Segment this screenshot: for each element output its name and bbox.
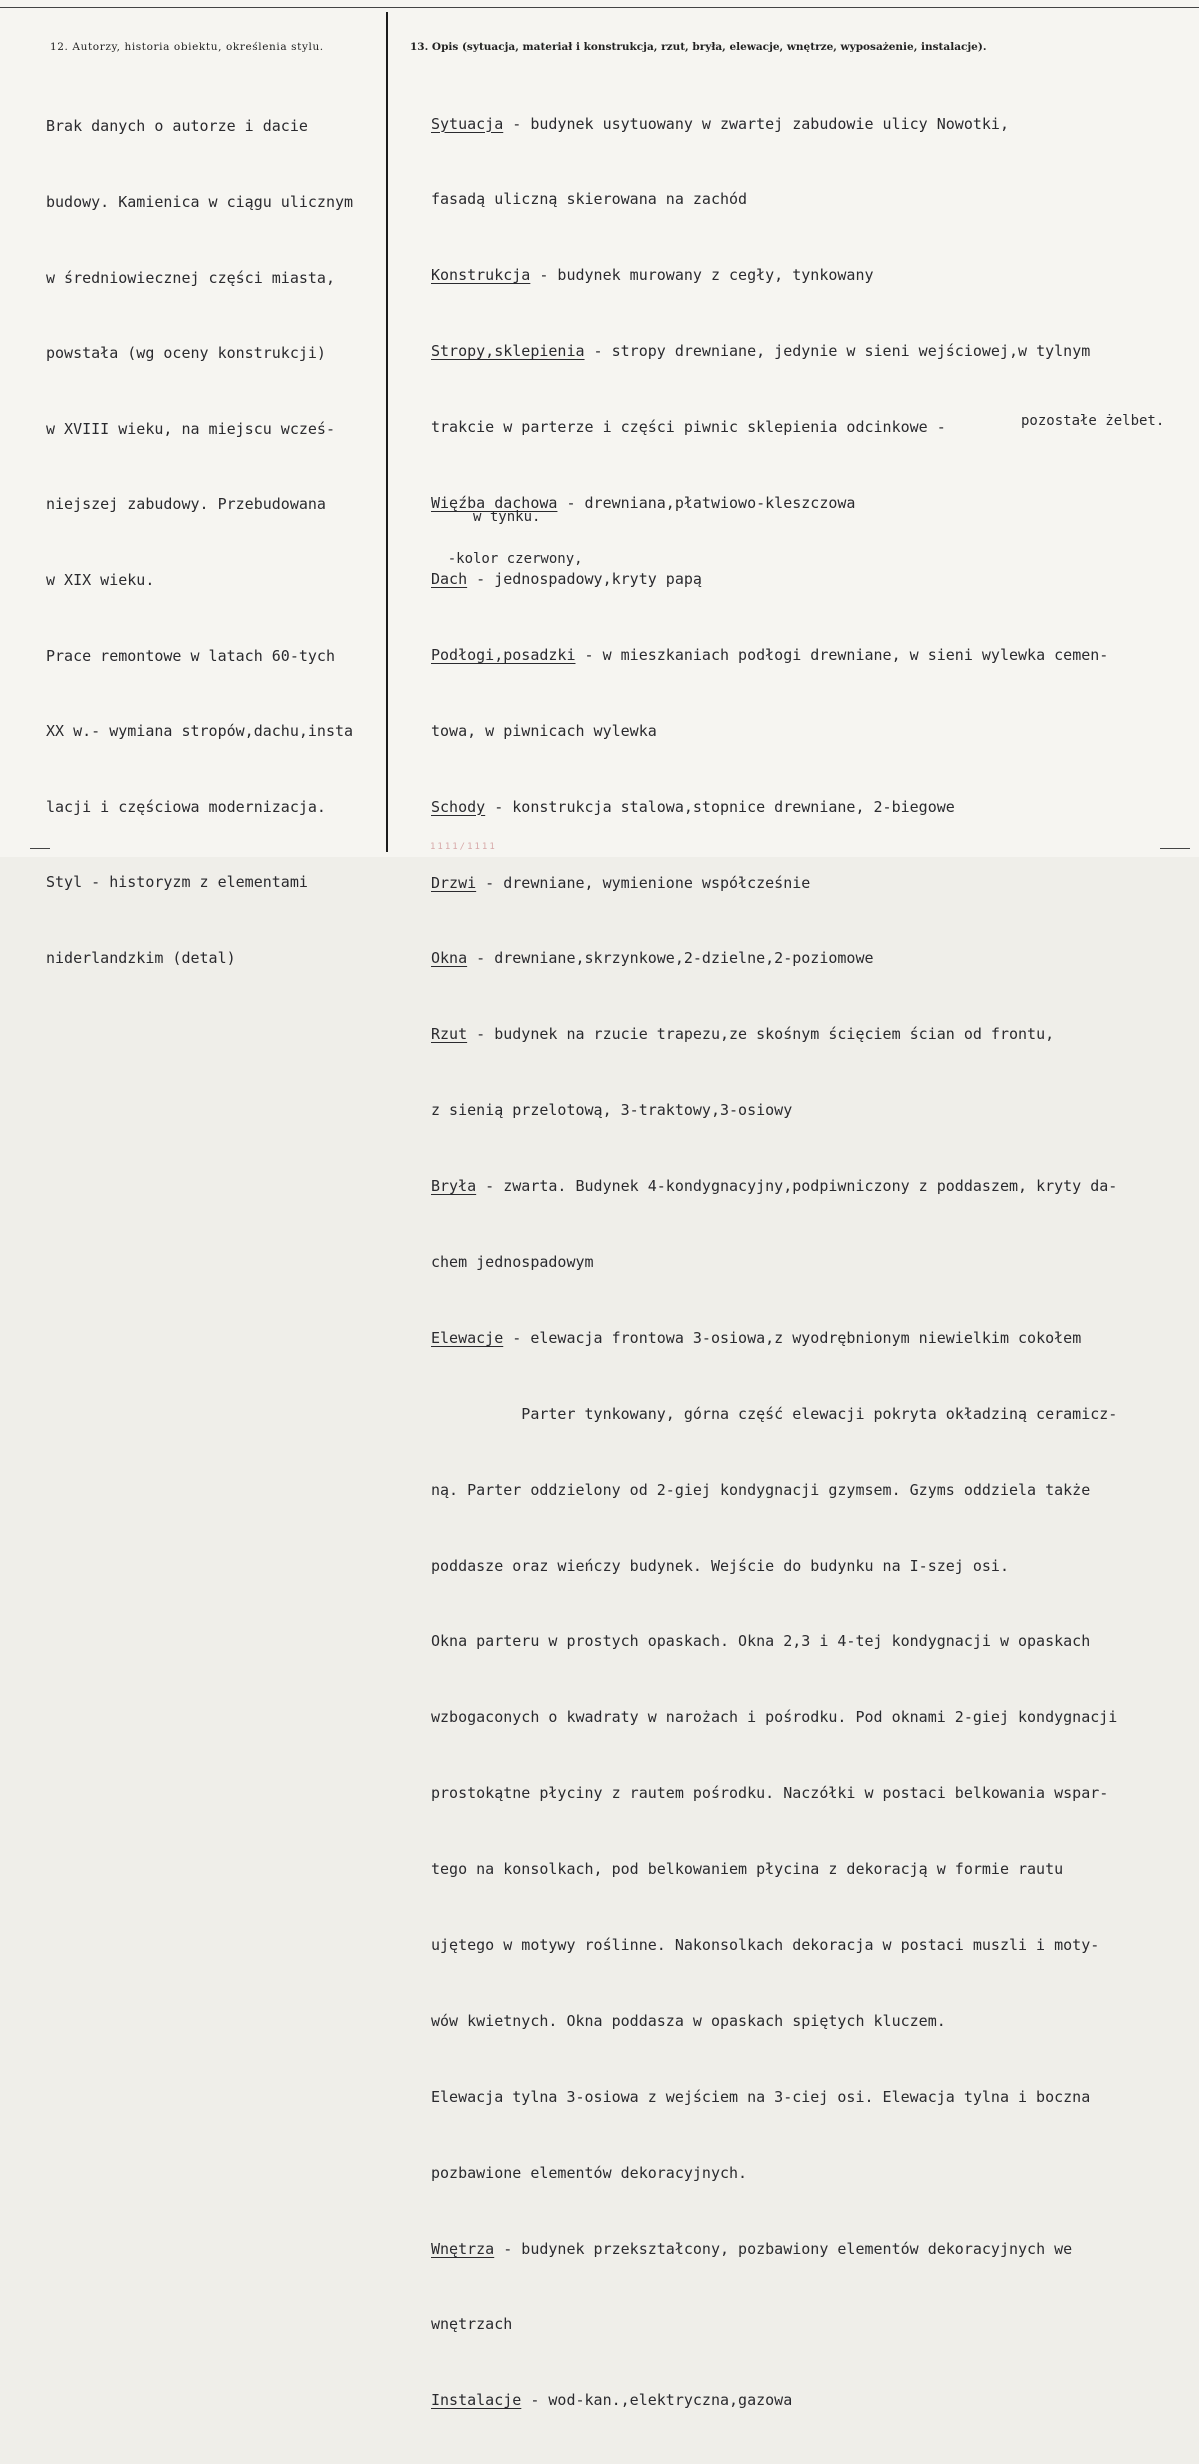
text-line: Styl - historyzm z elementami [46, 873, 308, 892]
drzwi-line [431, 871, 1117, 896]
text-segment: - budynek murowany z cegły, tynkowany [530, 266, 874, 285]
schody-line [431, 795, 1117, 820]
text-line: Brak danych o autorze i dacie [46, 117, 308, 136]
keyword-dach: Dach [431, 569, 468, 588]
text-segment: - konstrukcja stalowa,stopnice drewniane, 2-biegowe [485, 797, 955, 816]
faint-stamp: 1111/1111 [430, 842, 497, 852]
text-line: XX w.- wymiana stropów,dachu,insta [46, 722, 354, 741]
text-line: wzbogaconych o kwadraty w narożach i pośrodku. Pod oknami 2-giej kondygnacji [431, 1708, 1118, 1727]
typed-insert-overlay [414, 496, 583, 580]
konstrukcja-line [431, 263, 1117, 288]
text-segment: - budynek przekształcony, pozbawiony elementów dekoracyjnych we [494, 2239, 1073, 2258]
overlay-line: w tynku. [447, 509, 541, 525]
keyword-bryla: Bryła [431, 1177, 477, 1196]
text-segment: - drewniana,płatwiowo-kleszczowa [557, 494, 856, 513]
text-line: w XVIII wieku, na miejscu wcześ- [46, 419, 335, 438]
sytuacja-line [431, 112, 1117, 137]
section-12-text [46, 64, 353, 1022]
text-line: niejszej zabudowy. Przebudowana [46, 495, 326, 514]
text-segment: - drewniane, wymienione współcześnie [476, 873, 811, 892]
keyword-wnetrza: Wnętrza [431, 2239, 495, 2258]
text-line: wnętrzach [431, 2315, 513, 2334]
stropy-line [431, 339, 1117, 364]
keyword-rzut: Rzut [431, 1025, 468, 1044]
text-line: tego na konsolkach, pod belkowaniem płycina z dekoracją w formie rautu [431, 1860, 1064, 1879]
elewacje-line [431, 1326, 1117, 1351]
text-line: niderlandzkim (detal) [46, 948, 236, 967]
text-line: pozbawione elementów dekoracyjnych. [431, 2163, 748, 2182]
text-segment: - jednospadowy,kryty papą [467, 569, 702, 588]
text-segment: trakcie w parterze i części piwnic sklepienia odcinkowe - [431, 418, 955, 437]
text-segment: - elewacja frontowa 3-osiowa,z wyodrębnionym niewielkim cokołem [503, 1328, 1082, 1347]
text-segment: - stropy drewniane, jedynie w sieni wejściowej,w tylnym [584, 342, 1091, 361]
text-line: prostokątne płyciny z rautem pośrodku. Naczółki w postaci belkowania wspar- [431, 1784, 1109, 1803]
text-line: ujętego w motywy roślinne. Nakonsolkach dekoracja w postaci muszli i moty- [431, 1935, 1100, 1954]
text-line: Parter tynkowany, górna część elewacji pokryta okładziną ceramicz- [431, 1404, 1118, 1423]
text-line: towa, w piwnicach wylewka [431, 721, 657, 740]
section-13-text [431, 61, 1165, 2464]
keyword-elewacje: Elewacje [431, 1328, 504, 1347]
keyword-instalacje: Instalacje [431, 2391, 522, 2410]
text-segment: - w mieszkaniach podłogi drewniane, w sieni wylewka cemen- [575, 645, 1109, 664]
text-line: w XIX wieku. [46, 570, 155, 589]
text-segment: - wod-kan.,elektryczna,gazowa [521, 2391, 793, 2410]
section-13-header: 13. Opis (sytuacja, materiał i konstrukcja, rzut, bryła, elewacje, wnętrze, wyposażenie, instalacje). [410, 41, 987, 53]
podlogi-line [431, 643, 1117, 668]
keyword-wiezba: Więźba dachowa [431, 494, 558, 513]
text-segment: - budynek usytuowany w zwartej zabudowie ulicy Nowotki, [503, 114, 1009, 133]
text-line: powstała (wg oceny konstrukcji) [46, 344, 326, 363]
text-segment: - zwarta. Budynek 4-kondygnacyjny,podpiwniczony z poddaszem, kryty da- [476, 1177, 1118, 1196]
text-line: z sienią przelotową, 3-traktowy,3-osiowy [431, 1101, 793, 1120]
text-line: chem jednospadowym [431, 1252, 594, 1271]
keyword-podlogi: Podłogi,posadzki [431, 645, 576, 664]
text-line: Elewacja tylna 3-osiowa z wejściem na 3-ciej osi. Elewacja tylna i boczna [431, 2087, 1091, 2106]
keyword-konstrukcja: Konstrukcja [431, 266, 531, 285]
text-line: poddasze oraz wieńczy budynek. Wejście do budynku na I-szej osi. [431, 1556, 1009, 1575]
overlay-line: -kolor czerwony, [447, 551, 583, 567]
text-segment: - drewniane,skrzynkowe,2-dzielne,2-poziomowe [467, 949, 874, 968]
instalacje-line [431, 2388, 1117, 2413]
stropy-line-2 [431, 413, 1165, 440]
text-line: Prace remontowe w latach 60-tych [46, 646, 335, 665]
text-segment: - budynek na rzucie trapezu,ze skośnym ścięciem ścian od frontu, [467, 1025, 1055, 1044]
text-line: wów kwietnych. Okna poddasza w opaskach spiętych kluczem. [431, 2011, 946, 2030]
bottom-right-mark [1160, 848, 1190, 849]
text-line: ną. Parter oddzielony od 2-giej kondygnacji gzymsem. Gzyms oddziela także [431, 1480, 1091, 1499]
keyword-okna: Okna [431, 949, 468, 968]
column-divider [386, 12, 388, 852]
okna-line [431, 946, 1117, 971]
handwritten-insert-note: pozostałe żelbet. [1021, 413, 1165, 430]
keyword-drzwi: Drzwi [431, 873, 477, 892]
wnetrza-line [431, 2237, 1117, 2262]
text-line: lacji i częściowa modernizacja. [46, 797, 326, 816]
text-line: fasadą uliczną skierowana na zachód [431, 190, 748, 209]
keyword-stropy: Stropy,sklepienia [431, 342, 585, 361]
text-line: Okna parteru w prostych opaskach. Okna 2,3 i 4-tej kondygnacji w opaskach [431, 1632, 1091, 1651]
keyword-sytuacja: Sytuacja [431, 114, 504, 133]
section-12-header: 12. Autorzy, historia obiektu, określenia stylu. [50, 41, 324, 53]
text-line: w średniowiecznej części miasta, [46, 268, 335, 287]
keyword-schody: Schody [431, 797, 486, 816]
rzut-line [431, 1022, 1117, 1047]
bryla-line [431, 1174, 1117, 1199]
text-line: budowy. Kamienica w ciągu ulicznym [46, 193, 354, 211]
top-edge-line [0, 7, 1199, 8]
